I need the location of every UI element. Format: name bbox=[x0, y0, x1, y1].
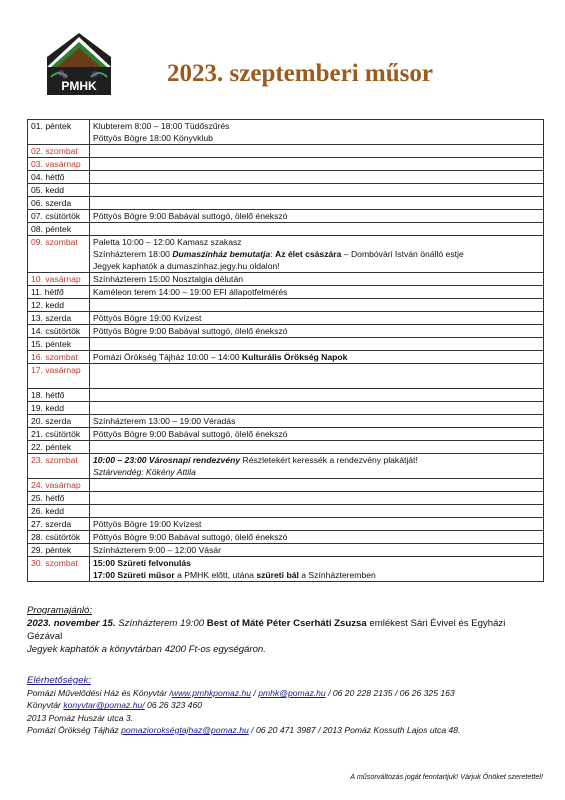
tajhaz-email-link[interactable]: pomaziorokségtajhaz@pomaz.hu bbox=[121, 724, 249, 735]
event-text: Klubterem 8:00 – 18:00 Tüdőszűrés bbox=[93, 121, 230, 131]
schedule-events bbox=[90, 415, 544, 428]
schedule-row bbox=[28, 184, 544, 197]
event-line bbox=[93, 557, 540, 569]
schedule-events bbox=[90, 210, 544, 223]
event-text: Az élet császára bbox=[275, 249, 342, 259]
event-text: Pöttyös Bögre 9:00 Babával suttogó, ölelő énekszó bbox=[93, 326, 288, 336]
schedule-events bbox=[90, 273, 544, 286]
event-line bbox=[93, 236, 540, 248]
schedule-events bbox=[90, 389, 544, 402]
page-title: 2023. szeptemberi műsor bbox=[167, 60, 433, 87]
schedule-table bbox=[27, 119, 544, 582]
schedule-day: 30. szombat bbox=[28, 557, 90, 582]
schedule-day: 04. hétfő bbox=[28, 171, 90, 184]
schedule-day: 19. kedd bbox=[28, 402, 90, 415]
contact-library-phone: 06 26 323 460 bbox=[144, 700, 203, 711]
event-text: Paletta 10:00 – 12:00 Kamasz szakasz bbox=[93, 237, 242, 247]
event-text: Kulturális Örökség Napok bbox=[241, 352, 348, 362]
contact-tajhaz-label: Pomázi Örökség Tájház bbox=[27, 724, 122, 735]
contact-tajhaz-info: / 06 20 471 3987 / 2013 Pomáz Kossuth Lajos utca 48. bbox=[248, 724, 461, 735]
contact-pmhk-phone: / 06 20 228 2135 / 06 26 325 163 bbox=[325, 688, 455, 699]
event-text: Pöttyös Bögre 9:00 Babával suttogó, ölelő énekszó bbox=[93, 429, 288, 439]
schedule-day: 10. vasárnap bbox=[28, 273, 90, 286]
footer-note: A műsorváltozás jogát fenntartjuk! Várjuk Önöket szeretettel! bbox=[350, 772, 543, 781]
schedule-day: 14. csütörtök bbox=[28, 325, 90, 338]
event-text: Pöttyös Bögre 9:00 Babával suttogó, ölelő énekszó bbox=[93, 532, 288, 542]
event-line bbox=[93, 518, 540, 530]
schedule-day: 07. csütörtök bbox=[28, 210, 90, 223]
schedule-row bbox=[28, 171, 544, 184]
event-line bbox=[93, 544, 540, 556]
event-line bbox=[93, 454, 540, 466]
schedule-row bbox=[28, 286, 544, 299]
schedule-day: 08. péntek bbox=[28, 223, 90, 236]
schedule-events bbox=[90, 364, 544, 389]
schedule-row bbox=[28, 145, 544, 158]
schedule-events bbox=[90, 338, 544, 351]
contact-sep: / bbox=[251, 688, 259, 699]
event-text: Pöttyös Bögre 9:00 Babával suttogó, ölelő énekszó bbox=[93, 211, 288, 221]
event-text: Pöttyös Bögre 19:00 Kvízest bbox=[93, 313, 202, 323]
event-venue: Színházterem 19:00 bbox=[118, 618, 205, 629]
event-line2: Gézával bbox=[27, 631, 63, 642]
schedule-row bbox=[28, 338, 544, 351]
schedule-events bbox=[90, 428, 544, 441]
event-line bbox=[93, 466, 540, 478]
schedule-events bbox=[90, 351, 544, 364]
logo-text: PMHK bbox=[61, 79, 97, 93]
schedule-day: 27. szerda bbox=[28, 518, 90, 531]
event-text: 15:00 Szüreti felvonulás bbox=[93, 558, 191, 568]
event-text: Pöttyös Bögre 19:00 Kvízest bbox=[93, 519, 202, 529]
event-text: 17:00 Szüreti műsor bbox=[93, 570, 175, 580]
schedule-events bbox=[90, 184, 544, 197]
event-text: Színházterem 9:00 – 12:00 Vásár bbox=[93, 545, 222, 555]
schedule-events bbox=[90, 505, 544, 518]
contacts bbox=[27, 675, 542, 736]
schedule-row bbox=[28, 505, 544, 518]
contact-address: 2013 Pomáz Huszár utca 3. bbox=[27, 712, 134, 723]
schedule-day: 21. csütörtök bbox=[28, 428, 90, 441]
event-text: Dumaszínház bemutatja bbox=[172, 249, 271, 259]
event-month: november 15. bbox=[53, 618, 116, 629]
schedule-row bbox=[28, 197, 544, 210]
schedule-row bbox=[28, 402, 544, 415]
schedule-day: 18. hétfő bbox=[28, 389, 90, 402]
schedule-events bbox=[90, 441, 544, 454]
schedule-day: 05. kedd bbox=[28, 184, 90, 197]
schedule-day: 12. kedd bbox=[28, 299, 90, 312]
schedule-day: 20. szerda bbox=[28, 415, 90, 428]
event-line bbox=[93, 569, 540, 581]
event-line bbox=[93, 120, 540, 132]
schedule-row bbox=[28, 531, 544, 544]
event-line bbox=[93, 531, 540, 543]
schedule-events bbox=[90, 158, 544, 171]
event-text: a Színházteremben bbox=[298, 570, 376, 580]
schedule-events bbox=[90, 312, 544, 325]
schedule-row bbox=[28, 518, 544, 531]
schedule-day: 01. péntek bbox=[28, 120, 90, 145]
schedule-row bbox=[28, 120, 544, 145]
schedule-events bbox=[90, 325, 544, 338]
schedule-events bbox=[90, 454, 544, 479]
schedule-events bbox=[90, 557, 544, 582]
event-text: – Dombóvári István önálló estje bbox=[341, 249, 464, 259]
schedule-events bbox=[90, 145, 544, 158]
event-line bbox=[93, 132, 540, 144]
schedule-day: 29. péntek bbox=[28, 544, 90, 557]
schedule-events bbox=[90, 286, 544, 299]
event-text: a PMHK előtt, utána bbox=[174, 570, 257, 580]
schedule-day: 11. hétfő bbox=[28, 286, 90, 299]
event-text: Részletekért keressék a rendezvény plakátját! bbox=[240, 455, 418, 465]
schedule-day: 03. vasárnap bbox=[28, 158, 90, 171]
pmhk-logo bbox=[47, 33, 111, 95]
schedule-row bbox=[28, 428, 544, 441]
schedule-day: 13. szerda bbox=[28, 312, 90, 325]
event-text: Színházterem 18:00 bbox=[93, 249, 173, 259]
event-line bbox=[93, 286, 540, 298]
contact-pmhk-label: Pomázi Művelődési Ház és Könyvtár / bbox=[27, 688, 172, 699]
schedule-day: 25. hétfő bbox=[28, 492, 90, 505]
event-line bbox=[93, 428, 540, 440]
schedule-events bbox=[90, 171, 544, 184]
event-rest: emlékest Sári Évivel és Egyházi bbox=[369, 618, 506, 629]
schedule-row bbox=[28, 364, 544, 389]
schedule-row bbox=[28, 158, 544, 171]
schedule-events bbox=[90, 197, 544, 210]
schedule-row bbox=[28, 312, 544, 325]
library-email-link[interactable]: konyvtar@pomaz.hu/ bbox=[63, 700, 145, 711]
schedule-row bbox=[28, 441, 544, 454]
event-line bbox=[93, 260, 540, 272]
contact-library-label: Könyvtár bbox=[27, 700, 64, 711]
schedule-row bbox=[28, 415, 544, 428]
schedule-events bbox=[90, 479, 544, 492]
event-line bbox=[93, 248, 540, 260]
schedule-day: 06. szerda bbox=[28, 197, 90, 210]
schedule-row bbox=[28, 351, 544, 364]
event-line bbox=[93, 325, 540, 337]
schedule-row bbox=[28, 389, 544, 402]
schedule-row bbox=[28, 273, 544, 286]
schedule-row bbox=[28, 454, 544, 479]
event-year: 2023. bbox=[27, 618, 52, 629]
schedule-row bbox=[28, 492, 544, 505]
schedule-row bbox=[28, 299, 544, 312]
event-text: Jegyek kaphatók a dumaszinhaz.jegy.hu oldalon! bbox=[93, 261, 280, 271]
schedule-day: 02. szombat bbox=[28, 145, 90, 158]
schedule-row bbox=[28, 236, 544, 273]
schedule-events bbox=[90, 299, 544, 312]
schedule-row bbox=[28, 210, 544, 223]
programajanlo-heading: Programajánló: bbox=[27, 605, 93, 616]
event-tickets: Jegyek kaphatók a könyvtárban 4200 Ft-os egységáron. bbox=[27, 644, 266, 655]
schedule-day: 15. péntek bbox=[28, 338, 90, 351]
schedule-day: 24. vasárnap bbox=[28, 479, 90, 492]
programajanlo-text bbox=[27, 617, 542, 656]
schedule-row bbox=[28, 544, 544, 557]
pmhk-email-link[interactable]: pmhk@pomaz.hu bbox=[258, 688, 326, 699]
event-text: Pöttyös Bögre 18:00 Könyvklub bbox=[93, 133, 213, 143]
event-text: 10:00 – 23:00 Városnapi rendezvény bbox=[93, 455, 241, 465]
event-text: Színházterem 15:00 Nosztalgia délután bbox=[93, 274, 244, 284]
event-text: Kaméleon terem 14:00 – 19:00 EFI állapotfelmérés bbox=[93, 287, 288, 297]
event-line bbox=[93, 415, 540, 427]
event-show: Best of Máté Péter Cserháti Zsuzsa bbox=[206, 618, 367, 629]
schedule-day: 17. vasárnap bbox=[28, 364, 90, 389]
contacts-heading: Elérhetőségek: bbox=[27, 675, 91, 686]
schedule-row bbox=[28, 325, 544, 338]
schedule-day: 22. péntek bbox=[28, 441, 90, 454]
event-text: Sztárvendég: Kökény Attila bbox=[93, 467, 196, 477]
event-text: : bbox=[270, 249, 275, 259]
schedule-day: 23. szombat bbox=[28, 454, 90, 479]
schedule-events bbox=[90, 236, 544, 273]
event-line bbox=[93, 273, 540, 285]
schedule-day: 09. szombat bbox=[28, 236, 90, 273]
schedule-events bbox=[90, 223, 544, 236]
schedule-day: 16. szombat bbox=[28, 351, 90, 364]
schedule-events bbox=[90, 492, 544, 505]
event-line bbox=[93, 210, 540, 222]
schedule-events bbox=[90, 120, 544, 145]
event-text: Pomázi Örökség Tájház 10:00 – 14:00 bbox=[93, 352, 242, 362]
schedule-events bbox=[90, 544, 544, 557]
schedule-events bbox=[90, 402, 544, 415]
schedule-row bbox=[28, 557, 544, 582]
event-text: szüreti bál bbox=[256, 570, 299, 580]
schedule-events bbox=[90, 518, 544, 531]
website-link[interactable]: www.pmhkpomaz.hu bbox=[171, 688, 252, 699]
schedule-day: 26. kedd bbox=[28, 505, 90, 518]
schedule-row bbox=[28, 223, 544, 236]
schedule-day: 28. csütörtök bbox=[28, 531, 90, 544]
event-line bbox=[93, 351, 540, 363]
event-line bbox=[93, 312, 540, 324]
schedule-row bbox=[28, 479, 544, 492]
event-text: Színházterem 13:00 – 19:00 Véradás bbox=[93, 416, 236, 426]
schedule-events bbox=[90, 531, 544, 544]
